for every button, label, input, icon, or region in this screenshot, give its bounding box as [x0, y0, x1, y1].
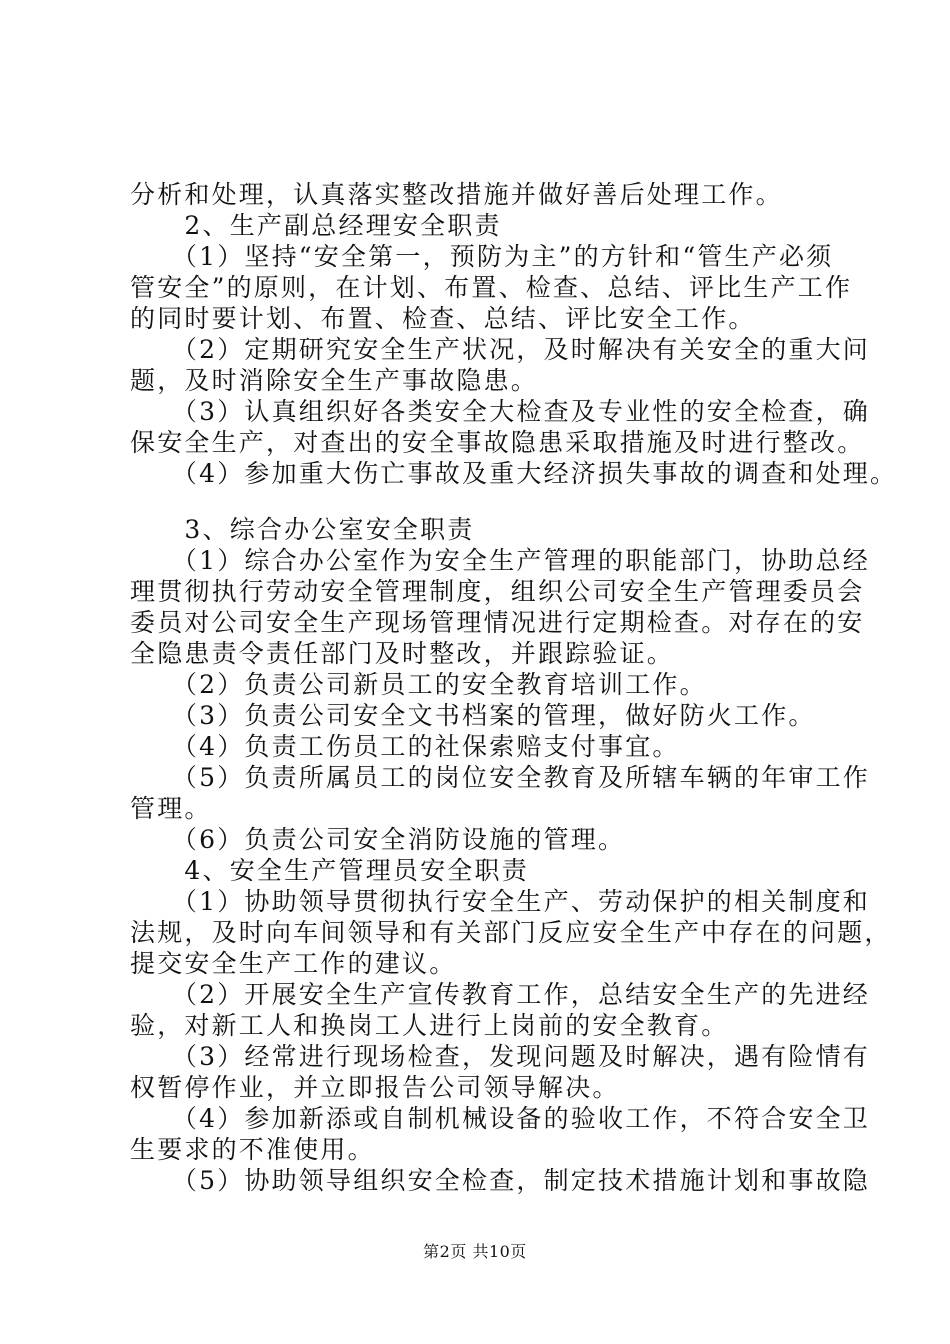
body-text-line: 保安全生产，对查出的安全事故隐患采取措施及时进行整改。 — [130, 428, 865, 457]
body-text-line: 的同时要计划、布置、检查、总结、评比安全工作。 — [130, 304, 756, 333]
body-text-line: 生要求的不准使用。 — [130, 1135, 375, 1164]
body-text-line: 理贯彻执行劳动安全管理制度，组织公司安全生产管理委员会 — [130, 577, 865, 606]
body-text-line: （2）负责公司新员工的安全教育培训工作。 — [130, 670, 707, 699]
body-text-line: （1）坚持“安全第一，预防为主”的方针和“管生产必须 — [130, 242, 834, 271]
body-text-line: 提交安全生产工作的建议。 — [130, 949, 457, 978]
body-text-line: （1）协助领导贯彻执行安全生产、劳动保护的相关制度和 — [130, 887, 871, 916]
body-text-line: 分析和处理，认真落实整改措施并做好善后处理工作。 — [130, 180, 783, 209]
body-text-line: 管理。 — [130, 794, 212, 823]
body-text-line: （4）负责工伤员工的社保索赔支付事宜。 — [130, 732, 680, 761]
body-text-line: 管安全”的原则，在计划、布置、检查、总结、评比生产工作 — [130, 273, 853, 302]
body-text-line: 题，及时消除安全生产事故隐患。 — [130, 366, 539, 395]
body-text-line: （6）负责公司安全消防设施的管理。 — [130, 825, 626, 854]
body-text-line: （5）负责所属员工的岗位安全教育及所辖车辆的年审工作 — [130, 763, 871, 792]
section-heading: 4、安全生产管理员安全职责 — [130, 856, 529, 885]
body-text-line: （1）综合办公室作为安全生产管理的职能部门，协助总经 — [130, 546, 871, 575]
section-heading: 3、综合办公室安全职责 — [130, 515, 475, 544]
body-text-line: （4）参加新添或自制机械设备的验收工作，不符合安全卫 — [130, 1104, 871, 1133]
body-text-line: （2）定期研究安全生产状况，及时解决有关安全的重大问 — [130, 335, 871, 364]
section-heading: 2、生产副总经理安全职责 — [130, 211, 502, 240]
body-text-line: （3）经常进行现场检查，发现问题及时解决，遇有险情有 — [130, 1042, 871, 1071]
body-text-line: （3）负责公司安全文书档案的管理，做好防火工作。 — [130, 701, 816, 730]
body-text-line: （2）开展安全生产宣传教育工作，总结安全生产的先进经 — [130, 980, 871, 1009]
body-text-line: 法规，及时向车间领导和有关部门反应安全生产中存在的问题， — [130, 918, 892, 947]
body-text-line: （4）参加重大伤亡事故及重大经济损失事故的调查和处理。 — [130, 459, 898, 488]
body-text-line: 全隐患责令责任部门及时整改，并跟踪验证。 — [130, 639, 675, 668]
page-footer: 第2页 共10页 — [423, 1242, 527, 1261]
body-text-line: 权暂停作业，并立即报告公司领导解决。 — [130, 1073, 620, 1102]
body-text-line: （3）认真组织好各类安全大检查及专业性的安全检查，确 — [130, 397, 871, 426]
body-text-line: 委员对公司安全生产现场管理情况进行定期检查。对存在的安 — [130, 608, 865, 637]
body-text-line: （5）协助领导组织安全检查，制定技术措施计划和事故隐 — [130, 1166, 871, 1195]
body-text-line: 验，对新工人和换岗工人进行上岗前的安全教育。 — [130, 1011, 729, 1040]
